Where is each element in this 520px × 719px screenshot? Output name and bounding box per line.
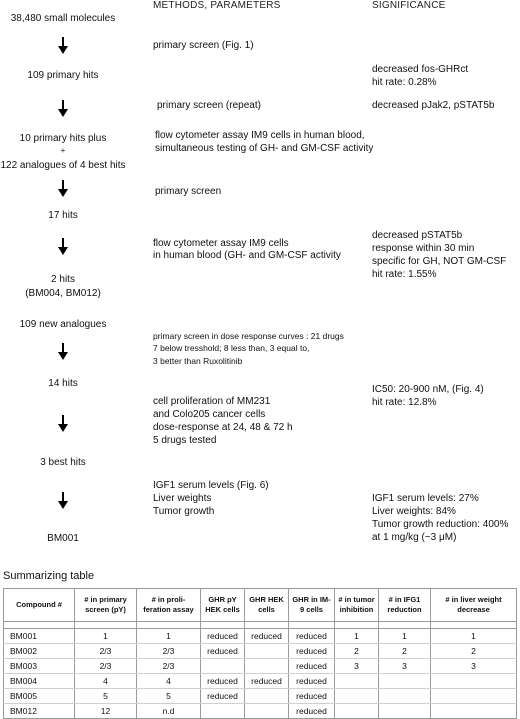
method-primary-screen: primary screen (Fig. 1) (153, 40, 254, 51)
col-header: GHR HEK cells (245, 589, 289, 622)
table-cell: 2/3 (137, 659, 201, 674)
table-cell: 3 (335, 659, 379, 674)
methods-header: METHODS, PARAMETERS (153, 0, 281, 11)
table-cell: BM012 (4, 704, 75, 719)
method-proliferation-1: cell proliferation of MM231 (153, 396, 271, 407)
table-cell: 1 (431, 629, 517, 644)
table-row (4, 674, 517, 689)
table-cell (245, 659, 289, 674)
table-cell (379, 704, 431, 719)
sig-pstat5b: decreased pSTAT5b (372, 230, 463, 241)
step-plus: + (60, 146, 66, 155)
down-arrow-icon (58, 100, 68, 118)
col-header: # in primary screen (pY) (75, 589, 137, 622)
table-cell: 5 (137, 689, 201, 704)
method-tumor: Tumor growth (153, 506, 215, 517)
down-arrow-icon (58, 180, 68, 198)
table-cell: 5 (75, 689, 137, 704)
step-3-best-hits: 3 best hits (40, 457, 86, 468)
table-cell: 3 (431, 659, 517, 674)
method-primary-repeat: primary screen (repeat) (157, 100, 261, 111)
down-arrow-icon (58, 37, 68, 55)
method-primary-screen-2: primary screen (155, 186, 222, 197)
table-cell: reduced (289, 704, 335, 719)
step-17-hits: 17 hits (48, 210, 78, 221)
table-cell: 1 (379, 629, 431, 644)
sig-dose: at 1 mg/kg (~3 μM) (372, 532, 457, 543)
step-2-hits-names: (BM004, BM012) (25, 288, 101, 299)
step-primary-hits: 109 primary hits (27, 70, 99, 81)
down-arrow-icon (58, 492, 68, 510)
table-cell: BM003 (4, 659, 75, 674)
method-flow-assay-2: simultaneous testing of GH- and GM-CSF activity (155, 143, 374, 154)
table-cell: 1 (335, 629, 379, 644)
table-cell: BM001 (4, 629, 75, 644)
table-cell: reduced (289, 674, 335, 689)
table-cell: 2 (379, 644, 431, 659)
table-spacer-row (4, 622, 517, 629)
table-cell: 2/3 (75, 644, 137, 659)
table-cell: reduced (289, 644, 335, 659)
table-row (4, 629, 517, 644)
summary-table (3, 588, 517, 719)
table-cell: 2/3 (137, 644, 201, 659)
table-cell (201, 704, 245, 719)
table-row (4, 704, 517, 719)
table-title: Summarizing table (3, 570, 95, 582)
table-cell: 1 (137, 629, 201, 644)
table-row (4, 659, 517, 674)
table-cell: reduced (245, 629, 289, 644)
table-cell: reduced (201, 644, 245, 659)
method-proliferation-3: dose-response at 24, 48 & 72 h (153, 422, 293, 433)
table-cell: reduced (245, 674, 289, 689)
method-flow-im9-1: flow cytometer assay IM9 cells (153, 238, 289, 249)
step-analogues: 122 analogues of 4 best hits (0, 160, 126, 171)
table-cell: reduced (201, 689, 245, 704)
sig-hit-rate-3: hit rate: 12.8% (372, 397, 437, 408)
table-cell: 2 (335, 644, 379, 659)
table-cell: 2/3 (75, 659, 137, 674)
method-dose-response-3: 3 better than Ruxolitinib (153, 356, 243, 366)
table-cell (245, 704, 289, 719)
step-10-hits: 10 primary hits plus (19, 133, 107, 144)
step-2-hits: 2 hits (51, 274, 75, 285)
method-proliferation-4: 5 drugs tested (153, 435, 217, 446)
method-dose-response-2: 7 below tresshold; 8 less than, 3 equal to, (153, 343, 310, 353)
col-header: # in liver weight decrease (431, 589, 517, 622)
table-cell (431, 689, 517, 704)
table-cell: reduced (289, 659, 335, 674)
table-cell: 2 (431, 644, 517, 659)
col-header: GHR in IM- 9 cells (289, 589, 335, 622)
table-cell (245, 644, 289, 659)
method-liver: Liver weights (153, 493, 212, 504)
sig-specific: specific for GH, NOT GM-CSF (372, 256, 507, 267)
table-row (4, 644, 517, 659)
table-cell (245, 689, 289, 704)
col-header: Compound # (4, 589, 75, 622)
sig-hit-rate-1: hit rate: 0.28% (372, 77, 437, 88)
col-header: # in proli- feration assay (137, 589, 201, 622)
method-flow-im9-2: in human blood (GH- and GM-CSF activity (153, 250, 341, 261)
col-header: # in tumor inhibition (335, 589, 379, 622)
table-row (4, 689, 517, 704)
sig-fos: decreased fos-GHRct (372, 64, 469, 75)
down-arrow-icon (58, 415, 68, 433)
table-cell (379, 674, 431, 689)
table-cell: n.d (137, 704, 201, 719)
table-cell (335, 689, 379, 704)
table-cell: BM004 (4, 674, 75, 689)
col-header: # in IFG1 reduction (379, 589, 431, 622)
table-cell: 4 (75, 674, 137, 689)
table-cell: BM002 (4, 644, 75, 659)
sig-response: response within 30 min (372, 243, 475, 254)
table-cell (335, 674, 379, 689)
table-cell (431, 674, 517, 689)
table-cell (335, 704, 379, 719)
table-cell: 4 (137, 674, 201, 689)
table-cell: reduced (289, 689, 335, 704)
table-cell: 3 (379, 659, 431, 674)
table-cell (379, 689, 431, 704)
sig-hit-rate-2: hit rate: 1.55% (372, 269, 437, 280)
table-cell: BM005 (4, 689, 75, 704)
down-arrow-icon (58, 238, 68, 256)
method-proliferation-2: and Colo205 cancer cells (153, 409, 266, 420)
table-cell (201, 659, 245, 674)
significance-header: SIGNIFICANCE (372, 0, 446, 11)
table-cell: reduced (201, 674, 245, 689)
table-cell: reduced (289, 629, 335, 644)
table-cell (431, 704, 517, 719)
table-header-row (4, 589, 517, 622)
method-igf1: IGF1 serum levels (Fig. 6) (153, 480, 269, 491)
step-molecules: 38,480 small molecules (10, 13, 116, 24)
method-flow-assay-1: flow cytometer assay IM9 cells in human blood, (155, 130, 365, 141)
table-cell: 12 (75, 704, 137, 719)
col-header: GHR pY HEK cells (201, 589, 245, 622)
down-arrow-icon (58, 343, 68, 361)
method-dose-response-1: primary screen in dose response curves : 21 drugs (153, 331, 344, 341)
table-cell: reduced (201, 629, 245, 644)
step-new-analogues: 109 new analogues (19, 319, 107, 330)
sig-igf1: IGF1 serum levels: 27% (372, 493, 479, 504)
sig-ic50: IC50: 20-900 nM, (Fig. 4) (372, 384, 484, 395)
step-bm001: BM001 (47, 533, 79, 544)
sig-pjak2: decreased pJak2, pSTAT5b (372, 100, 495, 111)
step-14-hits: 14 hits (48, 378, 78, 389)
table-cell: 1 (75, 629, 137, 644)
sig-liver: Liver weights: 84% (372, 506, 456, 517)
sig-tumor: Tumor growth reduction: 400% (372, 519, 509, 530)
